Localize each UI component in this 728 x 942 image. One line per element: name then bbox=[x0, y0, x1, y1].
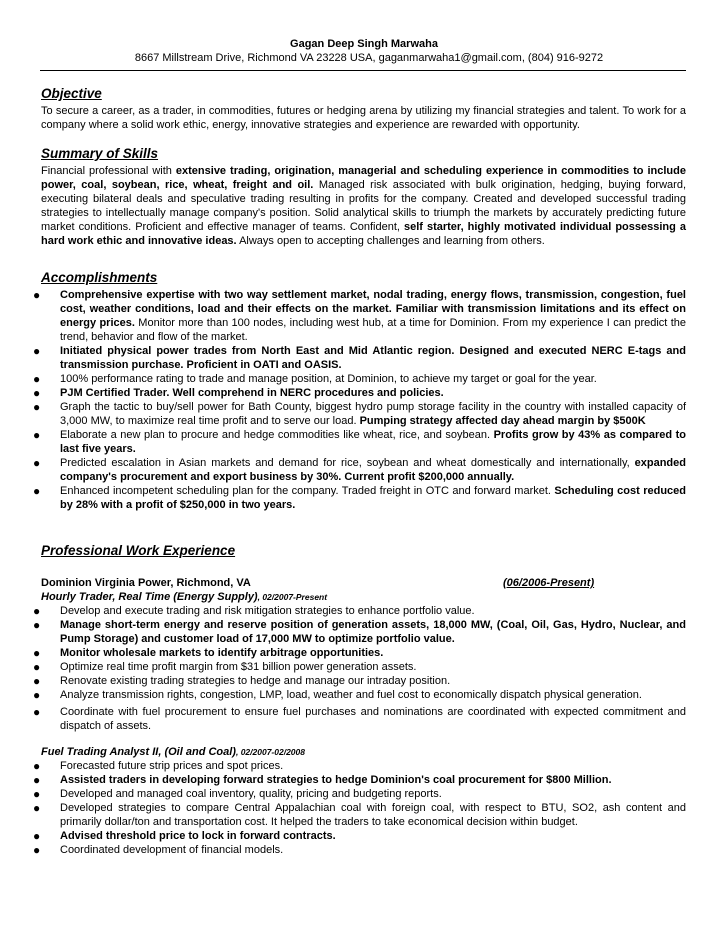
item-text: Monitor more than 100 nodes, including west hub, at a time for Dominion. From my experience I can predict the trend, behavior and flow of the market. bbox=[60, 317, 686, 343]
skills-text-bold: self starter, highly motivated individual possessing a hard work ethic and innovative ideas. bbox=[41, 221, 686, 247]
role-title bbox=[41, 745, 686, 759]
item-text: Developed and managed coal inventory, quality, pricing and budgeting reports. bbox=[60, 788, 442, 800]
item-bold: PJM Certified Trader. Well comprehend in NERC procedures and policies. bbox=[60, 387, 444, 399]
list-item bbox=[33, 705, 686, 733]
list-item bbox=[33, 646, 686, 660]
item-bold: expanded company's procurement and export business by 30%. Current profit $200,000 annually. bbox=[60, 457, 686, 483]
item-text: Elaborate a new plan to procure and hedge commodities like wheat, rice, and soybean. bbox=[60, 429, 494, 441]
bullet-icon: ● bbox=[33, 344, 41, 358]
role-name: Fuel Trading Analyst II, (Oil and Coal) bbox=[41, 746, 236, 758]
bullet-icon: ● bbox=[33, 400, 41, 414]
item-bold: Scheduling cost reduced by 28% with a profit of $250,000 in two years. bbox=[60, 485, 687, 511]
item-text: Optimize real time profit margin from $31 billion power generation assets. bbox=[60, 661, 417, 673]
accomplishments-list bbox=[33, 288, 687, 512]
item-text: Forecasted future strip prices and spot prices. bbox=[60, 760, 284, 772]
item-text: Manage short-term energy and reserve position of generation assets, 18,000 MW, (Coal, Oil, Gas, Hydro, Nuclear, and Pump Storage) and customer load of 17,000 MW to optimize portfolio value. bbox=[60, 619, 686, 645]
item-text: 100% performance rating to trade and manage position, at Dominion, to achieve my target or goal for the year. bbox=[60, 373, 597, 385]
accomplishments-title: Accomplishments bbox=[41, 270, 158, 285]
item-bold: Pumping strategy affected day ahead margin by $500K bbox=[359, 415, 646, 427]
item-text: Analyze transmission rights, congestion, LMP, load, weather and fuel cost to economically dispatch physical generation. bbox=[60, 689, 642, 701]
list-item bbox=[33, 660, 686, 674]
item-text: Assisted traders in developing forward strategies to hedge Dominion's coal procurement for $800 Million. bbox=[60, 774, 612, 786]
bullet-icon: ● bbox=[33, 428, 41, 442]
bullet-icon: ● bbox=[33, 372, 41, 386]
bullet-icon: ● bbox=[33, 773, 41, 787]
bullet-icon: ● bbox=[33, 705, 41, 719]
item-bold: Comprehensive expertise with two way settlement market, nodal trading, energy flows, transmission, congestion, fuel cost, weather conditions, load and their effects on the market. Familiar with transmission limitations and its effect on energy prices. bbox=[60, 289, 686, 329]
list-item bbox=[33, 843, 686, 857]
bullet-icon: ● bbox=[33, 484, 41, 498]
list-item bbox=[33, 787, 686, 801]
item-text: Predicted escalation in Asian markets and demand for rice, soybean and wheat domestically and internationally, bbox=[60, 457, 635, 469]
bullet-icon: ● bbox=[33, 674, 41, 688]
contact-line: 8667 Millstream Drive, Richmond VA 23228 USA, gaganmarwaha1@gmail.com, (804) 916-9272 bbox=[134, 52, 604, 64]
bullet-icon: ● bbox=[33, 843, 41, 857]
list-item bbox=[33, 484, 687, 512]
role-dates: , 02/2007-02/2008 bbox=[235, 747, 305, 757]
skills-section bbox=[41, 146, 686, 248]
skills-text bbox=[41, 164, 686, 248]
bullet-icon: ● bbox=[33, 386, 41, 400]
candidate-name: Gagan Deep Singh Marwaha bbox=[290, 38, 438, 50]
list-item bbox=[33, 428, 686, 456]
list-item bbox=[33, 400, 686, 428]
role-name: Hourly Trader, Real Time (Energy Supply) bbox=[41, 591, 258, 603]
role-title bbox=[41, 590, 686, 604]
accomplishments-section bbox=[33, 270, 687, 512]
list-item bbox=[33, 604, 686, 618]
bullet-icon: ● bbox=[33, 456, 41, 470]
item-text: Monitor wholesale markets to identify arbitrage opportunities. bbox=[60, 647, 384, 659]
bullet-icon: ● bbox=[33, 604, 41, 618]
role2-duties bbox=[33, 759, 686, 857]
list-item bbox=[33, 688, 686, 702]
item-bold: Profits grow by 43% as compared to last five years. bbox=[60, 429, 686, 455]
item-text: Coordinate with fuel procurement to ensure fuel purchases and nominations are coordinated with expected commitment and dispatch of assets. bbox=[60, 706, 686, 732]
objective-text: To secure a career, as a trader, in commodities, futures or hedging arena by utilizing my financial strategies and talent. To work for a company where a solid work ethic, energy, innovative strategies and experience are rewarded with opportunity. bbox=[41, 105, 686, 131]
objective-title: Objective bbox=[41, 86, 102, 101]
skills-text-part: Always open to accepting challenges and learning from others. bbox=[236, 235, 545, 247]
list-item bbox=[33, 773, 686, 787]
list-item bbox=[33, 386, 686, 400]
item-bold: Initiated physical power trades from North East and Mid Atlantic region. Designed and executed NERC E-tags and transmission purchase. Proficient in OATI and OASIS. bbox=[60, 345, 686, 371]
header-divider bbox=[40, 70, 686, 71]
list-item bbox=[33, 456, 686, 484]
bullet-icon: ● bbox=[33, 288, 41, 302]
list-item bbox=[33, 372, 686, 386]
company-name: Dominion Virginia Power, Richmond, VA bbox=[41, 577, 251, 589]
list-item bbox=[33, 759, 686, 773]
skills-title: Summary of Skills bbox=[41, 146, 159, 161]
role-dates: , 02/2007-Present bbox=[257, 592, 328, 602]
bullet-icon: ● bbox=[33, 646, 41, 660]
list-item bbox=[33, 801, 686, 829]
skills-text-part: Managed risk associated with bulk origination, hedging, buying forward, executing bilateral deals and speculative trading resulting in profits for the company. Created and developed successful trading strategies to intellectually manage company's position. Solid analytical skills to triumph the markets by accurately predicting future market conditions. Proficient and effective manager of teams. Confident, bbox=[41, 179, 686, 233]
skills-text-bold: extensive trading, origination, managerial and scheduling experience in commodities to include power, coal, soybean, rice, wheat, freight and oil. bbox=[41, 165, 686, 191]
item-text: Enhanced incompetent scheduling plan for the company. Traded freight in OTC and forward market. bbox=[60, 485, 555, 497]
bullet-icon: ● bbox=[33, 759, 41, 773]
experience-section bbox=[33, 543, 686, 857]
role1-duties bbox=[33, 604, 686, 733]
item-text: Develop and execute trading and risk mitigation strategies to enhance portfolio value. bbox=[60, 605, 475, 617]
bullet-icon: ● bbox=[33, 801, 41, 815]
bullet-icon: ● bbox=[33, 688, 41, 702]
list-item bbox=[33, 674, 686, 688]
bullet-icon: ● bbox=[33, 660, 41, 674]
bullet-icon: ● bbox=[33, 829, 41, 843]
skills-text-part: Financial professional with bbox=[41, 165, 176, 177]
bullet-icon: ● bbox=[33, 618, 41, 632]
item-text: Renovate existing trading strategies to hedge and manage our intraday position. bbox=[60, 675, 451, 687]
item-text: Graph the tactic to buy/sell power for Bath County, biggest hydro pump storage facility in the country with installed capacity of 3,000 MW, to maximize real time profit and to serve our load. bbox=[60, 401, 686, 427]
objective-section bbox=[41, 86, 686, 132]
list-item bbox=[33, 829, 686, 843]
experience-title: Professional Work Experience bbox=[41, 543, 236, 558]
bullet-icon: ● bbox=[33, 787, 41, 801]
list-item bbox=[33, 288, 686, 344]
company-dates: (06/2006-Present) bbox=[503, 577, 595, 589]
item-text: Advised threshold price to lock in forward contracts. bbox=[60, 830, 336, 842]
list-item bbox=[33, 618, 686, 646]
list-item bbox=[33, 344, 686, 372]
company-row bbox=[41, 576, 686, 590]
item-text: Coordinated development of financial models. bbox=[60, 844, 284, 856]
item-text: Developed strategies to compare Central Appalachian coal with foreign coal, with respect to BTU, SO2, ash content and primarily dollar/ton and transportation cost. It helped the traders to take economical decision within budget. bbox=[60, 802, 686, 828]
resume-header bbox=[0, 0, 728, 65]
